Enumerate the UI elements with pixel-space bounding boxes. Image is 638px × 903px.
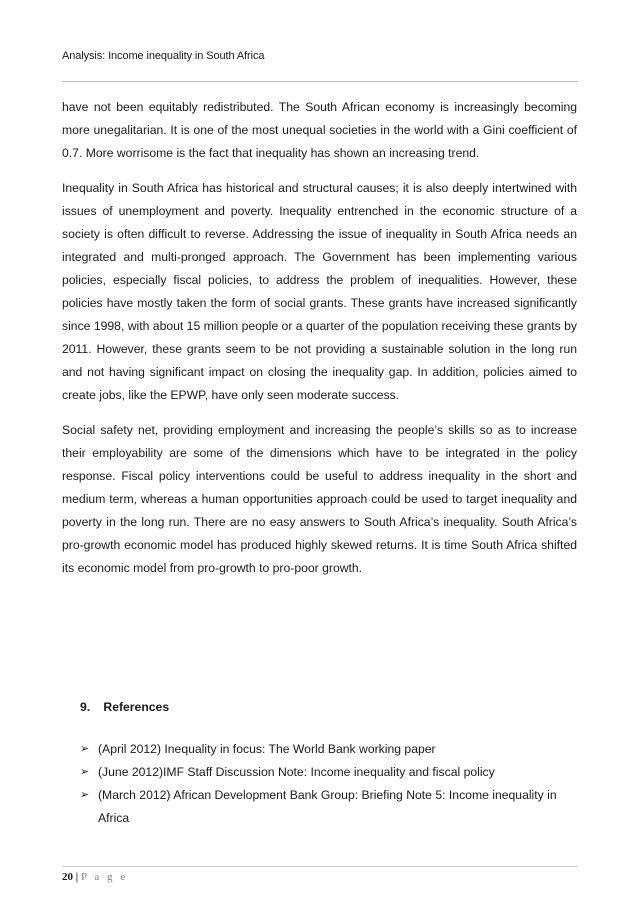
section-title: References [103, 700, 170, 714]
reference-text: (April 2012) Inequality in focus: The World Bank working paper [98, 742, 436, 756]
paragraph-3: Social safety net, providing employment and increasing the people’s skills so as to increase their employability are some of the dimensions which have to be integrated in the policy response. Fiscal policy interventions could be useful to address inequality in the short and medium term, whereas a human opportunities approach could be used to target inequality and poverty in the long run. There are no easy answers to South Africa’s inequality. South Africa’s pro-growth economic model has produced highly skewed returns. It is time South Africa shifted its economic model from pro-growth to pro-poor growth. [62, 423, 577, 575]
arrow-bullet-icon: ➢ [80, 789, 90, 801]
reference-text: (June 2012)IMF Staff Discussion Note: Income inequality and fiscal policy [98, 765, 495, 779]
body-text [62, 96, 577, 592]
page-label: P a g e [80, 871, 128, 883]
page-number: 20 [62, 871, 73, 883]
references-list [80, 738, 577, 830]
page-header-title: Analysis: Income inequality in South Africa [62, 50, 265, 62]
reference-text: (March 2012) African Development Bank Group: Briefing Note 5: Income inequality in Africa [98, 788, 557, 825]
arrow-bullet-icon: ➢ [80, 743, 90, 755]
paragraph-1: have not been equitably redistributed. The South African economy is increasingly becoming more unegalitarian. It is one of the most unequal societies in the world with a Gini coefficient of 0.7. More worrisome is the fact that inequality has shown an increasing trend. [62, 100, 577, 160]
header-divider [62, 81, 578, 82]
references-heading [80, 700, 169, 714]
footer-divider [62, 866, 578, 867]
section-number: 9. [80, 700, 91, 714]
arrow-bullet-icon: ➢ [80, 766, 90, 778]
footer-separator: | [75, 871, 79, 883]
reference-item [80, 784, 577, 830]
paragraph-2: Inequality in South Africa has historical and structural causes; it is also deeply intertwined with issues of unemployment and poverty. Inequality entrenched in the economic structure of a society is often difficult to reverse. Addressing the issue of inequality in South Africa needs an integrated and multi-pronged approach. The Government has been implementing various policies, especially fiscal policies, to address the problem of inequalities. However, these policies have mostly taken the form of social grants. These grants have increased significantly since 1998, with about 15 million people or a quarter of the population receiving these grants by 2011. However, these grants seem to be not providing a sustainable solution in the long run and not having significant impact on closing the inequality gap. In addition, policies aimed to create jobs, like the EPWP, have only seen moderate success. [62, 181, 577, 402]
page-footer [62, 871, 128, 883]
reference-item [80, 738, 577, 761]
reference-item [80, 761, 577, 784]
